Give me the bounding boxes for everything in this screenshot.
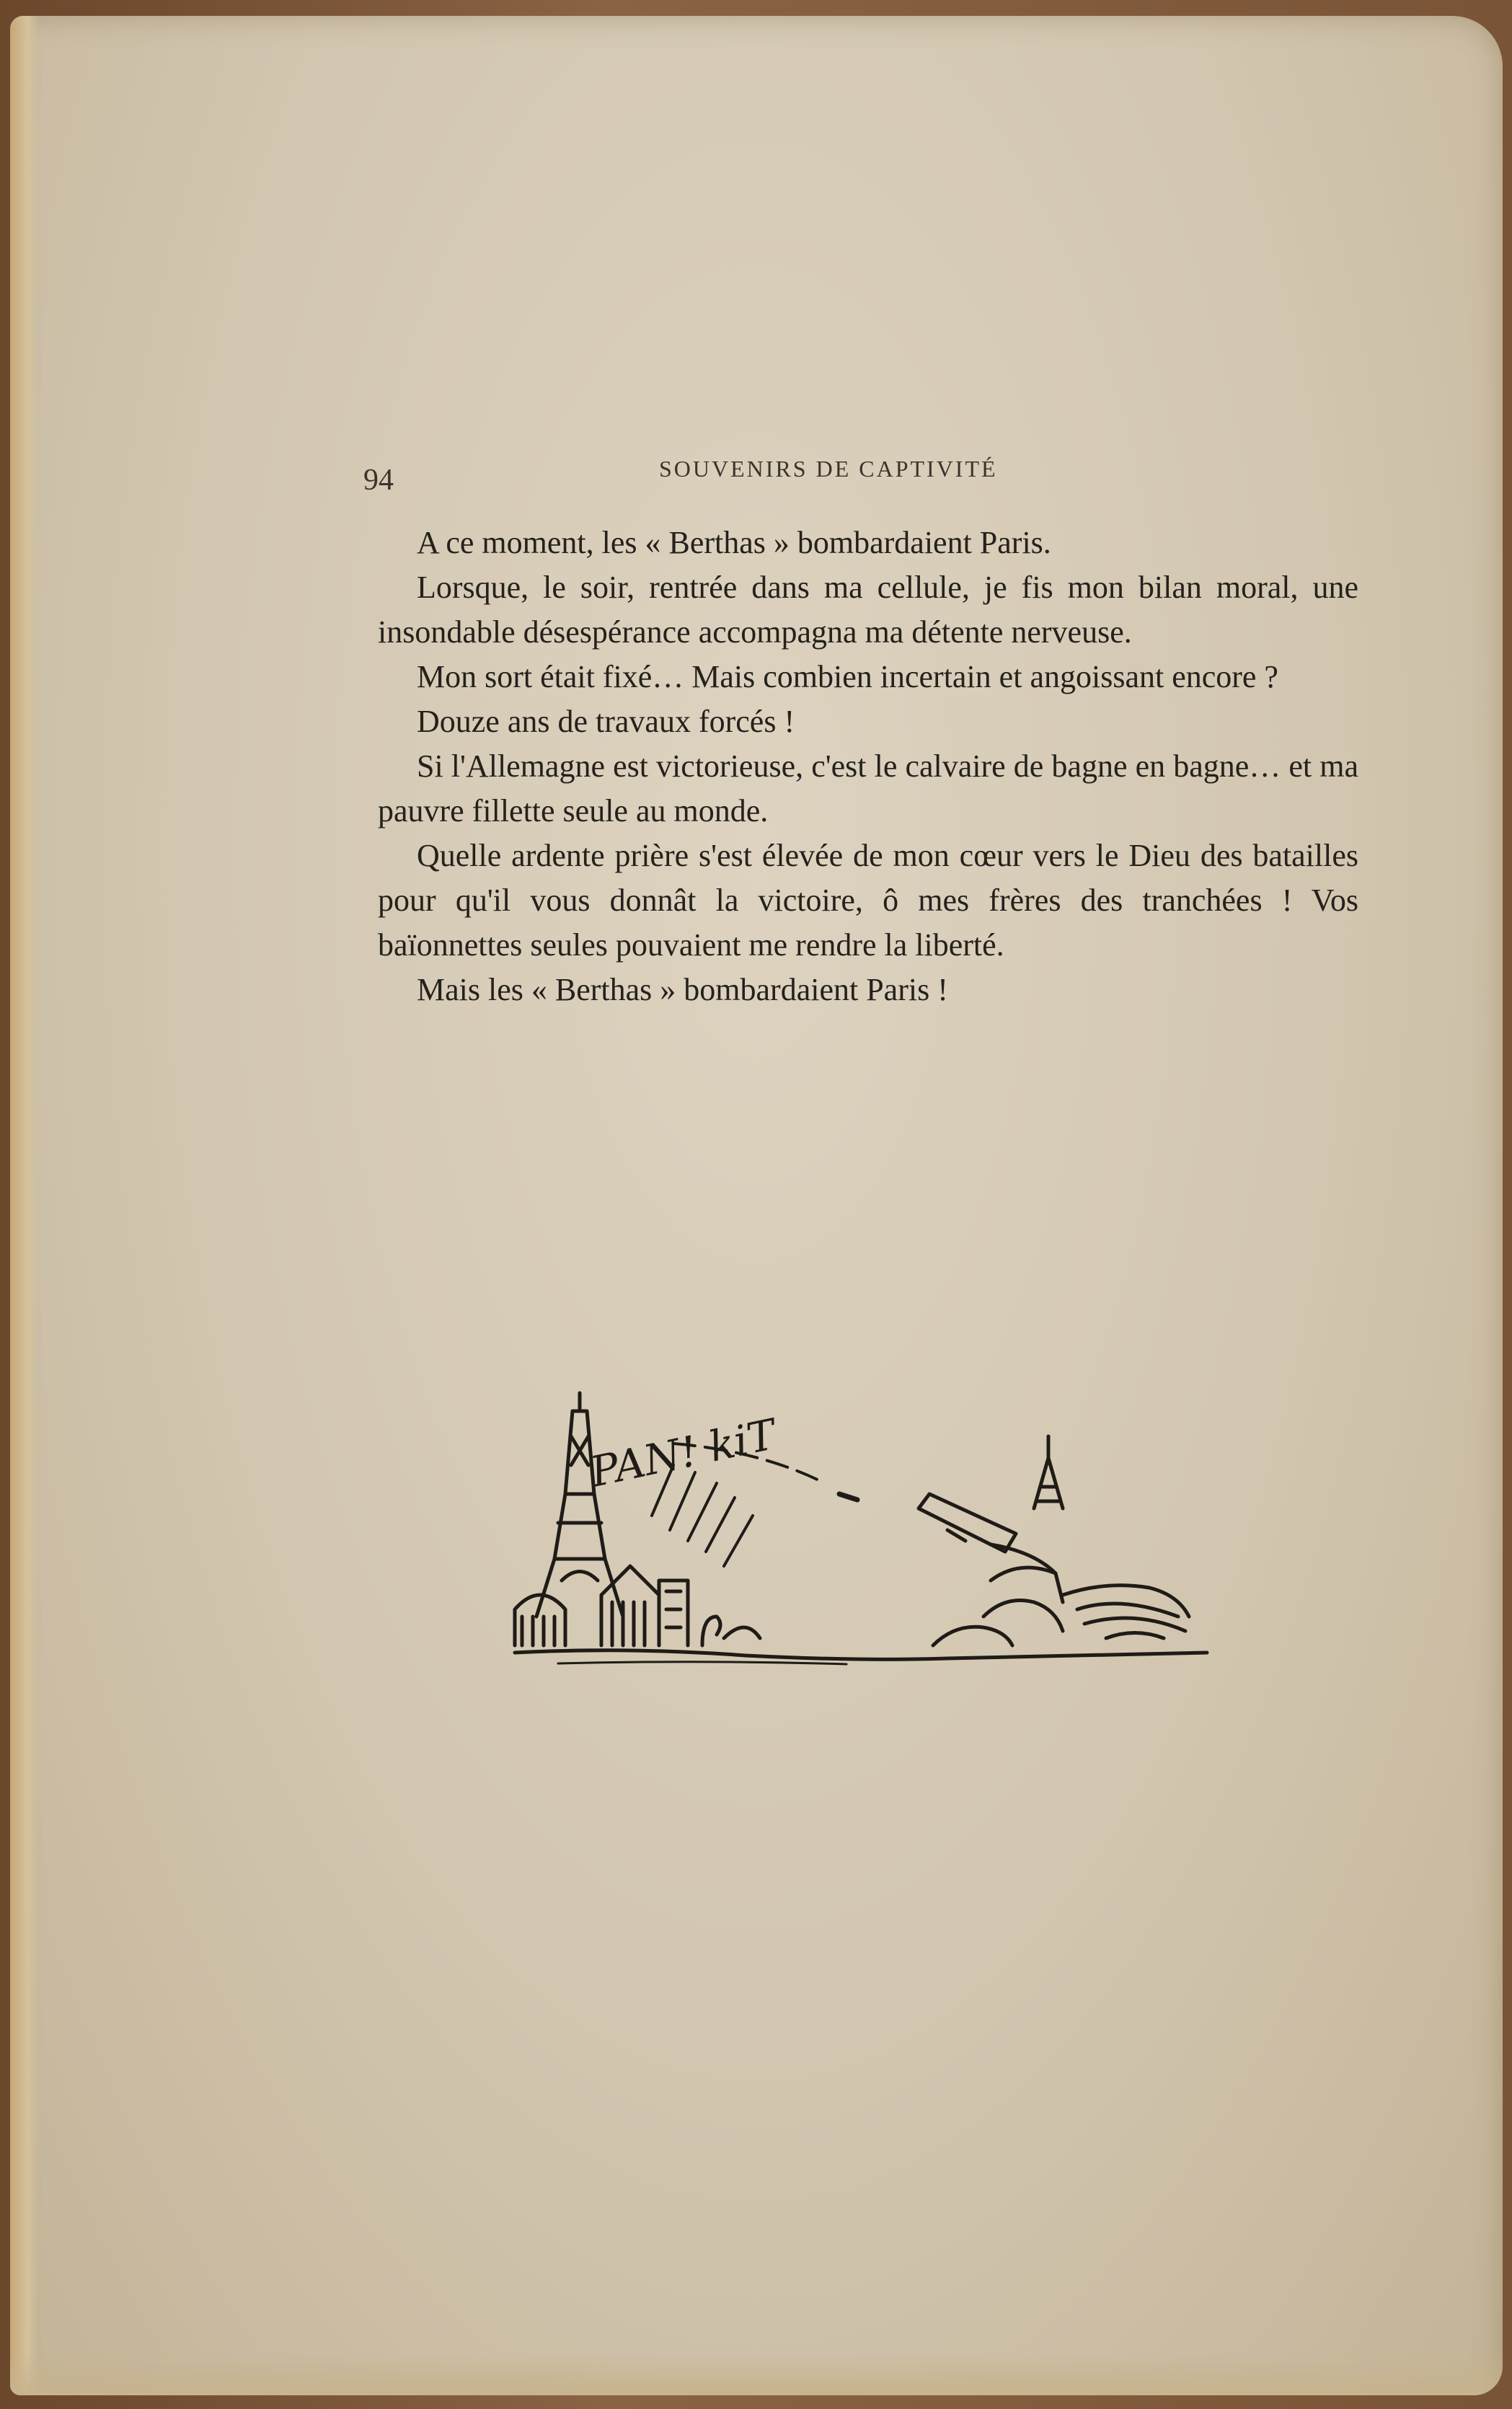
running-head [363,456,1272,506]
running-title: SOUVENIRS DE CAPTIVITÉ [659,456,998,482]
domed-building-icon [515,1566,760,1645]
paragraph: Douze ans de travaux forcés ! [417,704,795,739]
cannon-icon [919,1436,1189,1645]
page-edge-left [10,16,39,2395]
book-page [10,16,1503,2395]
body-text [378,521,1358,1012]
paragraph: Mon sort était fixé… Mais combien incertain et angoissant encore ? [417,659,1278,694]
page-number: 94 [363,464,394,497]
eiffel-tower-icon [536,1393,623,1617]
paris-bombardment-drawing [486,1379,1229,1696]
paragraph: Lorsque, le soir, rentrée dans ma cellule, je fis mon bilan moral, une insondable désespérance accompagna ma détente nerveuse. [378,570,1358,650]
ground-line [515,1650,1207,1660]
vignette-illustration [486,1379,1229,1696]
paragraph: Quelle ardente prière s'est élevée de mon cœur vers le Dieu des batailles pour qu'il vous donnât la victoire, ô mes frères des tranchées ! Vos baïonnettes seules pouvaient me rendre la liberté. [378,838,1358,963]
paragraph: Mais les « Berthas » bombardaient Paris ! [417,972,948,1007]
sound-effect-text: PAN! kiT [585,1410,780,1497]
page-edge-bottom [10,2352,1503,2395]
paragraph: Si l'Allemagne est victorieuse, c'est le calvaire de bagne en bagne… et ma pauvre fillette seule au monde. [378,748,1358,828]
paragraph: A ce moment, les « Berthas » bombardaient Paris. [417,525,1051,560]
